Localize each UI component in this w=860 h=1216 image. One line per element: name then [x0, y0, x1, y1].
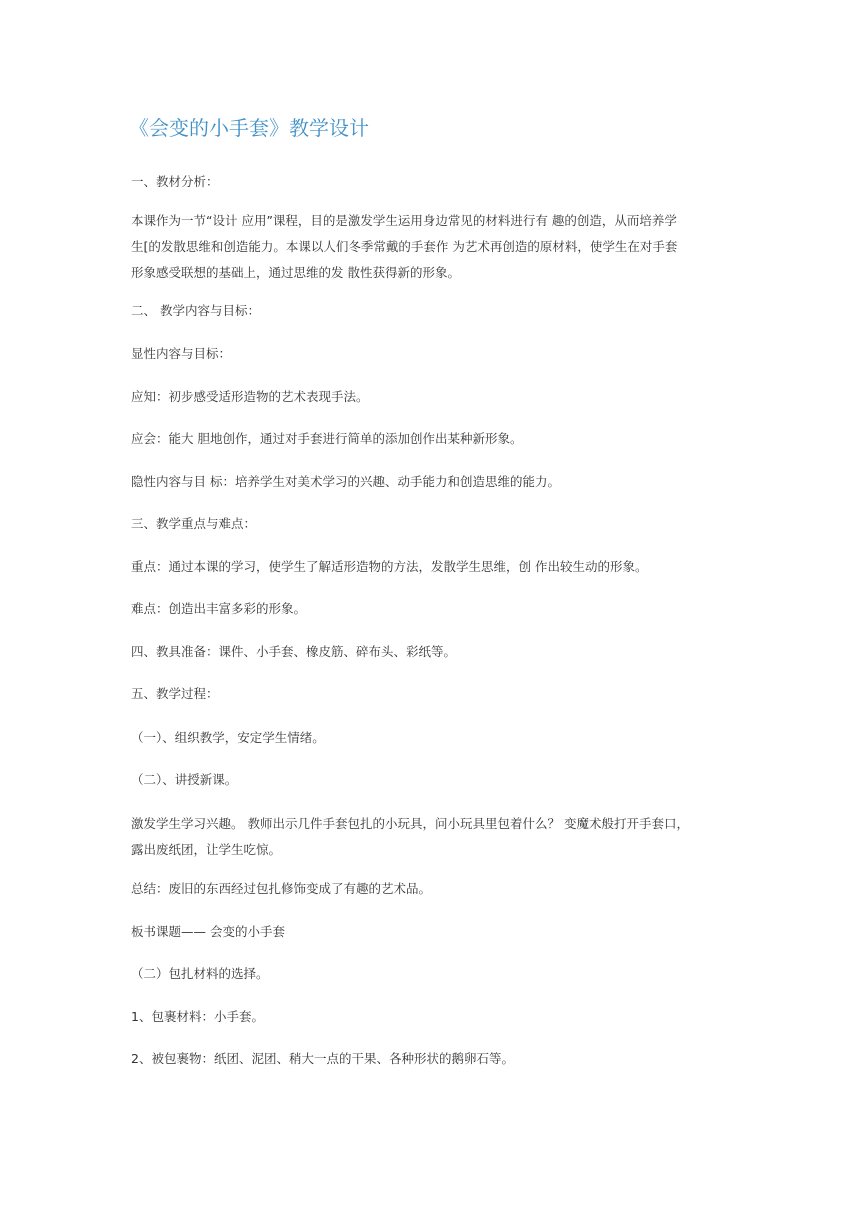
- section-1-line: 本课作为一节“设计 应用”课程，目的是激发学生运用身边常见的材料进行有 趣的创造，从而培养学: [131, 213, 677, 228]
- board-title: 板书课题—— 会变的小手套: [131, 924, 285, 939]
- document-title: 《会变的小手套》教学设计: [129, 116, 369, 140]
- section-1-line: 生[的发散思维和创造能力。本课以人们冬季常戴的手套作 为艺术再创造的原材料，使学生在对手套: [131, 239, 678, 254]
- material-2: 2、被包裹物：纸团、泥团、稍大一点的干果、各种形状的鹅卵石等。: [131, 1051, 514, 1066]
- section-2-heading: 二、 教学内容与目标：: [131, 303, 260, 318]
- explicit-goals-heading: 显性内容与目标：: [131, 346, 232, 361]
- section-5-heading: 五、教学过程：: [131, 686, 219, 701]
- materials-heading: （二）包扎材料的选择。: [131, 966, 269, 981]
- section-1-paragraph: [131, 208, 731, 286]
- interest-line: 激发学生学习兴趣。 教师出示几件手套包扎的小玩具，问小玩具里包着什么？ 变魔术般打开手套口，: [131, 816, 689, 831]
- summary: 总结：废旧的东西经过包扎修饰变成了有趣的艺术品。: [131, 881, 432, 896]
- step-2: （二）、讲授新课。: [131, 772, 238, 787]
- key-point: 重点：通过本课的学习，使学生了解适形造物的方法，发散学生思维，创 作出较生动的形象。: [131, 559, 648, 574]
- can-goal: 应会：能大 胆地创作，通过对手套进行简单的添加创作出某种新形象。: [131, 431, 523, 446]
- step-1: （一）、组织教学，安定学生情绪。: [131, 730, 325, 745]
- implicit-goal: 隐性内容与目 标：培养学生对美术学习的兴趣、动手能力和创造思维的能力。: [131, 474, 560, 489]
- interest-line: 露出废纸团，让学生吃惊。: [131, 842, 282, 857]
- section-1-line: 形象感受联想的基础上，通过思维的发 散性获得新的形象。: [131, 265, 460, 280]
- know-goal: 应知：初步感受适形造物的艺术表现手法。: [131, 389, 369, 404]
- section-1-heading: 一、教材分析：: [131, 174, 219, 189]
- material-1: 1、包裹材料：小手套。: [131, 1009, 264, 1024]
- section-4-tools: 四、教具准备：课件、小手套、橡皮筋、碎布头、彩纸等。: [131, 644, 457, 659]
- section-3-heading: 三、教学重点与难点：: [131, 516, 257, 531]
- interest-paragraph: [131, 811, 731, 863]
- difficulty-point: 难点：创造出丰富多彩的形象。: [131, 601, 307, 616]
